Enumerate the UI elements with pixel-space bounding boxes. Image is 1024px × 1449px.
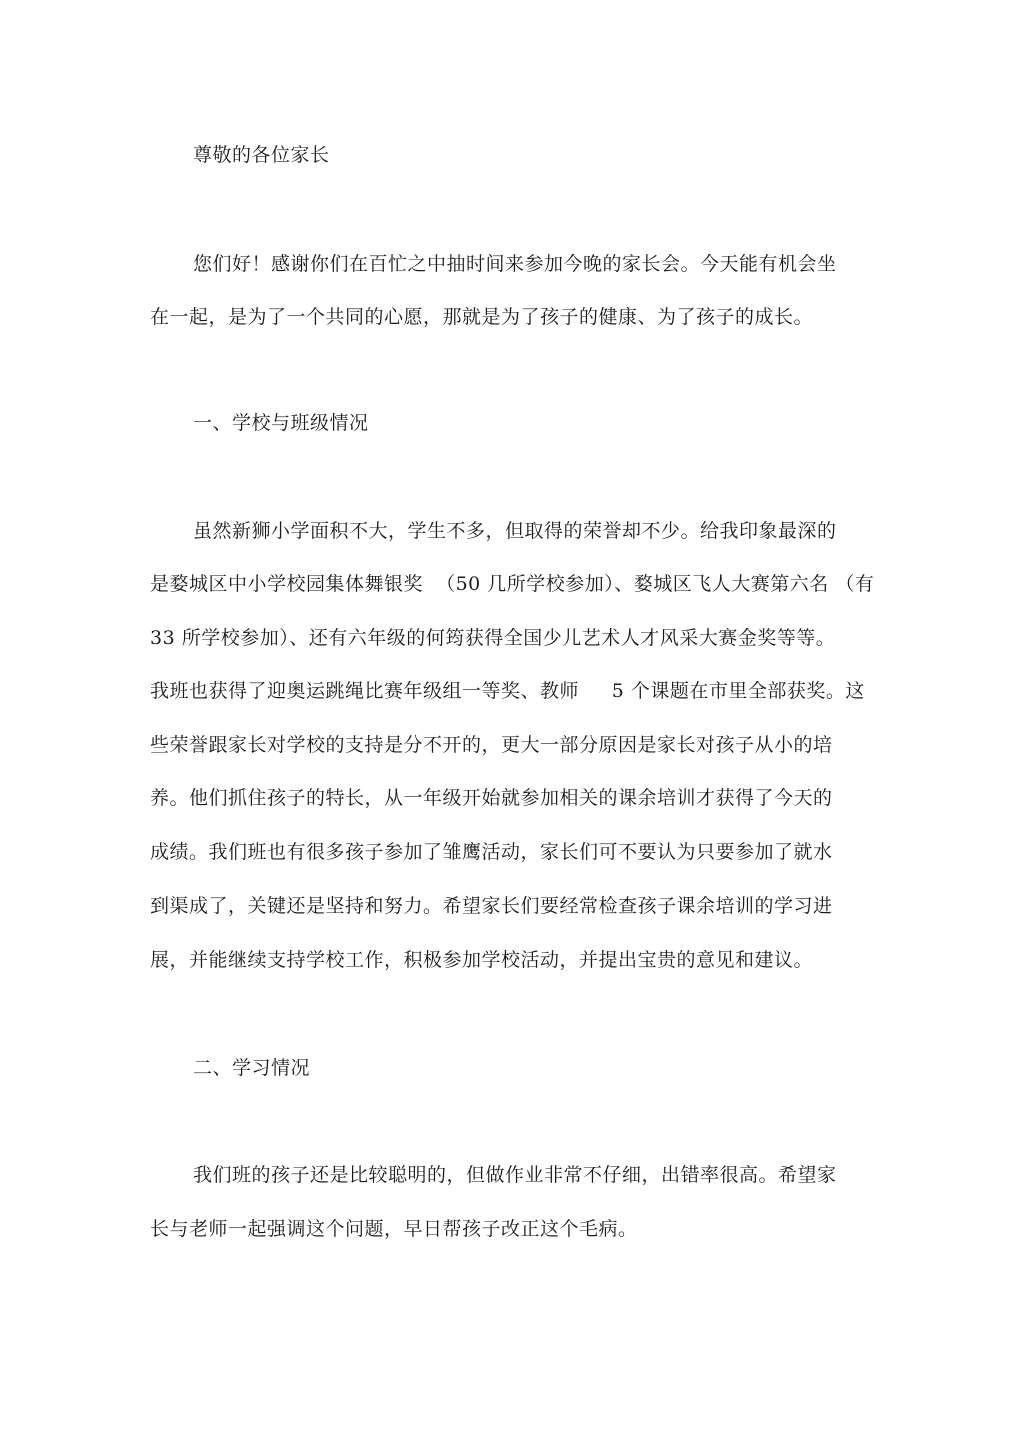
section-1-line-1: 虽然新狮小学面积不大，学生不多，但取得的荣誉却不少。给我印象最深的 (193, 520, 837, 542)
intro-line-2: 在一起，是为了一个共同的心愿，那就是为了孩子的健康、为了孩子的成长。 (150, 306, 814, 328)
section-1-line-2: 是婺城区中小学校园集体舞银奖 （50 几所学校参加）、婺城区飞人大赛第六名 （有 (150, 573, 875, 595)
section-2-line-2: 长与老师一起强调这个问题，早日帮孩子改正这个毛病。 (150, 1218, 638, 1240)
section-1-line-8: 到渠成了，关键还是坚持和努力。希望家长们要经常检查孩子课余培训的学习进 (150, 895, 833, 917)
section-1-line-7: 成绩。我们班也有很多孩子参加了雏鹰活动，家长们可不要认为只要参加了就水 (150, 841, 833, 863)
section-1-line-4: 我班也获得了迎奥运跳绳比赛年级组一等奖、教师 5 个课题在市里全部获奖。这 (150, 680, 865, 702)
section-1-line-3: 33 所学校参加）、还有六年级的何筠获得全国少儿艺术人才风采大赛金奖等等。 (150, 627, 836, 649)
salutation: 尊敬的各位家长 (193, 144, 330, 166)
section-2-line-1: 我们班的孩子还是比较聪明的，但做作业非常不仔细，出错率很高。希望家 (193, 1164, 837, 1186)
section-1-line-6: 养。他们抓住孩子的特长，从一年级开始就参加相关的课余培训才获得了今天的 (150, 787, 833, 809)
section-1-line-5: 些荣誉跟家长对学校的支持是分不开的，更大一部分原因是家长对孩子从小的培 (150, 734, 833, 756)
section-1-line-9: 展，并能继续支持学校工作，积极参加学校活动，并提出宝贵的意见和建议。 (150, 949, 814, 971)
section-1-heading: 一、学校与班级情况 (193, 412, 369, 434)
section-2-heading: 二、学习情况 (193, 1057, 311, 1079)
intro-line-1: 您们好！感谢你们在百忙之中抽时间来参加今晚的家长会。今天能有机会坐 (193, 253, 837, 275)
